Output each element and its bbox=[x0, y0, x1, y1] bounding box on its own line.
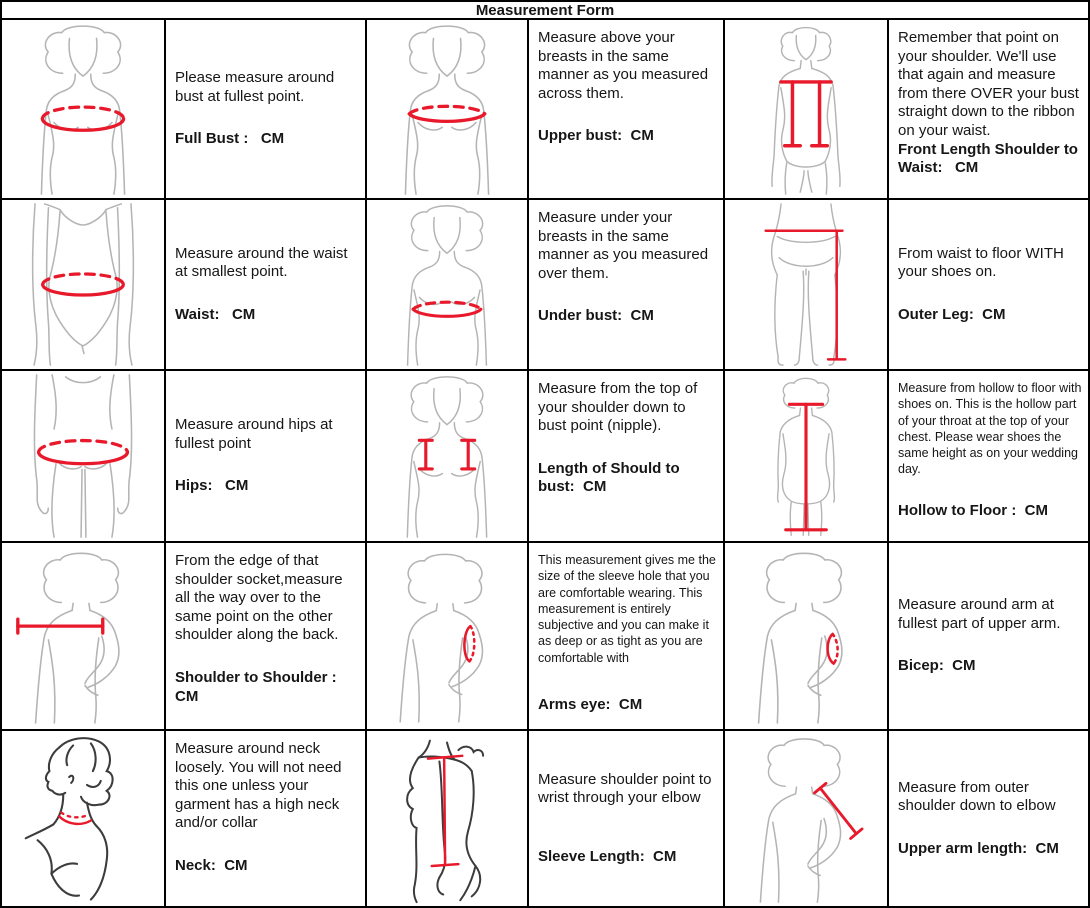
instruction-text: Measure above your breasts in the same manner as you measured across them. bbox=[538, 29, 713, 102]
text-cell-under-bust bbox=[527, 200, 723, 371]
upper-arm-illustration bbox=[727, 733, 885, 904]
measure-label: Hips: CM bbox=[175, 477, 249, 495]
outer-leg-illustration bbox=[727, 202, 885, 367]
figure-cell-shoulder-to-bust bbox=[365, 371, 527, 543]
measure-label: Outer Leg: CM bbox=[898, 305, 1006, 323]
figure-cell-hips bbox=[2, 371, 164, 543]
upper-bust-illustration bbox=[369, 22, 525, 196]
text-cell-upper-bust bbox=[527, 20, 723, 200]
instruction-text: Measure under your breasts in the same manner as you measured over them. bbox=[538, 209, 713, 282]
instruction-text: From waist to floor WITH your shoes on. bbox=[898, 244, 1069, 281]
measure-label: Length of Should to bust: CM bbox=[538, 459, 684, 496]
measure-label: Neck: CM bbox=[175, 856, 248, 874]
page-title: Measurement Form bbox=[2, 2, 1088, 20]
shoulder-to-shoulder-illustration bbox=[4, 545, 162, 727]
figure-cell-front-length bbox=[723, 20, 887, 200]
figure-cell-outer-leg bbox=[723, 200, 887, 371]
shoulder-to-bust-illustration bbox=[369, 373, 525, 539]
arms-eye-illustration bbox=[369, 545, 525, 727]
text-cell-shoulder-to-shoulder bbox=[164, 543, 365, 731]
instruction-text: This measurement gives me the size of the sleeve hole that you are comfortable wearing. This measurement is entirely subjective and you can make it as deep or as tight as you are comfortable with bbox=[538, 553, 720, 665]
measure-label: Arms eye: CM bbox=[538, 695, 643, 713]
figure-cell-under-bust bbox=[365, 200, 527, 371]
measure-label: Under bust: CM bbox=[538, 307, 654, 325]
figure-cell-upper-bust bbox=[365, 20, 527, 200]
measure-label: Full Bust : CM bbox=[175, 130, 285, 148]
figure-cell-waist bbox=[2, 200, 164, 371]
text-cell-front-length bbox=[887, 20, 1088, 200]
under-bust-illustration bbox=[369, 202, 525, 367]
text-cell-hips bbox=[164, 371, 365, 543]
instruction-text: Measure from hollow to floor with shoes on. This is the hollow part of your throat at the top of your chest. Please wear shoes the same height as on your wedding day. bbox=[898, 381, 1085, 477]
instruction-text: Remember that point on your shoulder. We'll use that again and measure from there OVER your bust straight down to the ribbon on your waist. bbox=[898, 29, 1084, 139]
full-bust-illustration bbox=[4, 22, 162, 196]
measure-label: Sleeve Length: CM bbox=[538, 847, 677, 865]
text-cell-waist bbox=[164, 200, 365, 371]
text-cell-hollow-to-floor bbox=[887, 371, 1088, 543]
instruction-text: Measure around hips at fullest point bbox=[175, 416, 337, 452]
instruction-text: Measure shoulder point to wrist through your elbow bbox=[538, 770, 716, 807]
measure-label: Bicep: CM bbox=[898, 657, 976, 675]
text-cell-shoulder-to-bust bbox=[527, 371, 723, 543]
text-cell-neck bbox=[164, 731, 365, 906]
measure-label: Shoulder to Shoulder : CM bbox=[175, 668, 341, 705]
instruction-text: Measure around arm at fullest part of upper arm. bbox=[898, 596, 1061, 632]
hips-illustration bbox=[4, 373, 162, 539]
text-cell-upper-arm bbox=[887, 731, 1088, 906]
measure-label: Upper bust: CM bbox=[538, 127, 654, 145]
instruction-text: Please measure around bust at fullest point. bbox=[175, 69, 339, 105]
instruction-text: Measure from outer shoulder down to elbow bbox=[898, 778, 1056, 815]
hollow-to-floor-illustration bbox=[727, 373, 885, 539]
measure-label: Hollow to Floor : CM bbox=[898, 501, 1048, 519]
sleeve-length-illustration bbox=[369, 733, 525, 904]
instruction-text: From the edge of that shoulder socket,measure all the way over to the same point on the other shoulder along the back. bbox=[175, 552, 347, 644]
instruction-text: Measure around neck loosely. You will not need this one unless your garment has a high neck and/or collar bbox=[175, 740, 346, 832]
bicep-illustration bbox=[727, 545, 885, 727]
text-cell-sleeve-length bbox=[527, 731, 723, 906]
text-cell-bicep bbox=[887, 543, 1088, 731]
text-cell-outer-leg bbox=[887, 200, 1088, 371]
figure-cell-bicep bbox=[723, 543, 887, 731]
measure-label: Upper arm length: CM bbox=[898, 839, 1059, 857]
waist-illustration bbox=[4, 202, 162, 367]
instruction-text: Measure from the top of your shoulder down to bust point (nipple). bbox=[538, 380, 702, 435]
neck-illustration bbox=[4, 733, 162, 904]
figure-cell-neck bbox=[2, 731, 164, 906]
text-cell-arms-eye bbox=[527, 543, 723, 731]
measure-label: Waist: CM bbox=[175, 305, 256, 323]
figure-cell-full-bust bbox=[2, 20, 164, 200]
text-cell-full-bust bbox=[164, 20, 365, 200]
front-length-illustration bbox=[727, 22, 885, 196]
instruction-text: Measure around the waist at smallest point. bbox=[175, 244, 352, 281]
figure-cell-hollow-to-floor bbox=[723, 371, 887, 543]
figure-cell-sleeve-length bbox=[365, 731, 527, 906]
figure-cell-arms-eye bbox=[365, 543, 527, 731]
figure-cell-shoulder-to-shoulder bbox=[2, 543, 164, 731]
figure-cell-upper-arm bbox=[723, 731, 887, 906]
measure-label: Front Length Shoulder to Waist: CM bbox=[898, 140, 1083, 177]
